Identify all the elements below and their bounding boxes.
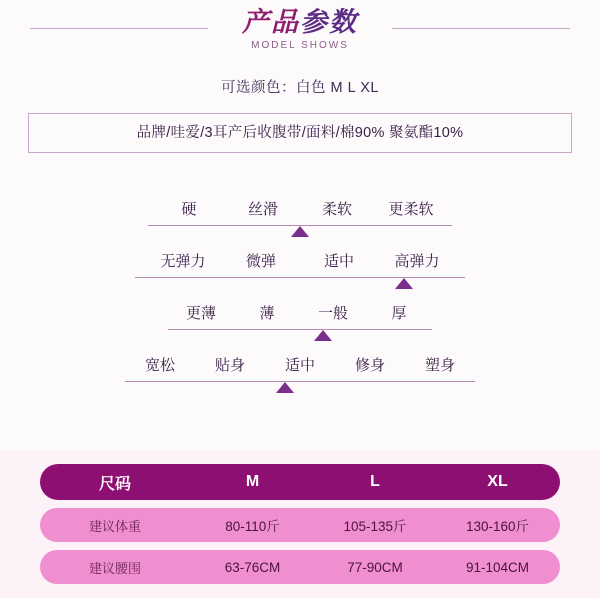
table-cell-weight-l: 105-135斤: [343, 519, 407, 534]
table-row-label-weight: 建议体重: [88, 518, 141, 534]
scale-line-fit: [125, 381, 475, 382]
page-subtitle: MODEL SHOWS: [251, 40, 349, 51]
scale-label-texture-3: 更柔软: [388, 201, 434, 218]
scale-line-thickness: [168, 329, 432, 330]
table-cell-weight-m: 80-110斤: [225, 519, 280, 534]
scale-line-elasticity: [135, 277, 465, 278]
scale-label-fit-1: 贴身: [214, 357, 245, 374]
scale-label-thickness-1: 薄: [259, 305, 275, 322]
table-cell-waist-l: 77-90CM: [347, 559, 403, 575]
scale-marker-fit: [276, 382, 294, 393]
table-header-cell-2: L: [370, 473, 380, 490]
page-header: [0, 0, 600, 62]
scale-label-elasticity-1: 微弹: [245, 253, 276, 270]
table-header-cell-1: M: [245, 473, 260, 490]
scale-label-texture-0: 硬: [181, 201, 197, 218]
attribute-scales: [0, 193, 600, 411]
scale-label-elasticity-0: 无弹力: [160, 253, 206, 270]
table-row-label-waist: 建议腰围: [88, 560, 141, 576]
available-colors-text: 可选颜色：白色 M L XL: [221, 80, 379, 96]
scale-label-fit-2: 适中: [284, 357, 315, 374]
scale-row-fit: [0, 349, 600, 401]
table-header-row: [40, 464, 560, 500]
table-row: [40, 550, 560, 584]
size-table: [0, 450, 600, 598]
page-title-part1: 产品: [242, 7, 300, 37]
specification-box: 品牌/哇爱/3耳产后收腹带/面料/棉90% 聚氨酯10%: [28, 113, 572, 153]
scale-label-fit-4: 塑身: [424, 357, 455, 374]
scale-marker-elasticity: [395, 278, 413, 289]
table-cell-waist-m: 63-76CM: [224, 559, 281, 575]
scale-marker-texture: [291, 226, 309, 237]
table-cell-weight-xl: 130-160斤: [465, 519, 530, 534]
scale-label-elasticity-2: 适中: [323, 253, 354, 270]
scale-label-elasticity-3: 高弹力: [394, 253, 440, 270]
table-cell-waist-xl: 91-104CM: [465, 559, 530, 575]
scale-label-fit-0: 宽松: [144, 357, 175, 374]
scale-row-texture: [0, 193, 600, 245]
scale-label-texture-2: 柔软: [321, 201, 352, 218]
scale-label-texture-1: 丝滑: [247, 201, 278, 218]
scale-label-thickness-0: 更薄: [185, 305, 216, 322]
table-header-cell-0: 尺码: [98, 475, 131, 493]
table-header-cell-3: XL: [487, 473, 508, 490]
page-title-part2: 参数: [300, 7, 358, 37]
scale-label-thickness-2: 一般: [317, 305, 348, 322]
table-row: [40, 508, 560, 542]
scale-label-thickness-3: 厚: [391, 305, 407, 322]
scale-row-elasticity: [0, 245, 600, 297]
page-title: [0, 6, 600, 51]
scale-marker-thickness: [314, 330, 332, 341]
scale-row-thickness: [0, 297, 600, 349]
scale-label-fit-3: 修身: [354, 357, 385, 374]
